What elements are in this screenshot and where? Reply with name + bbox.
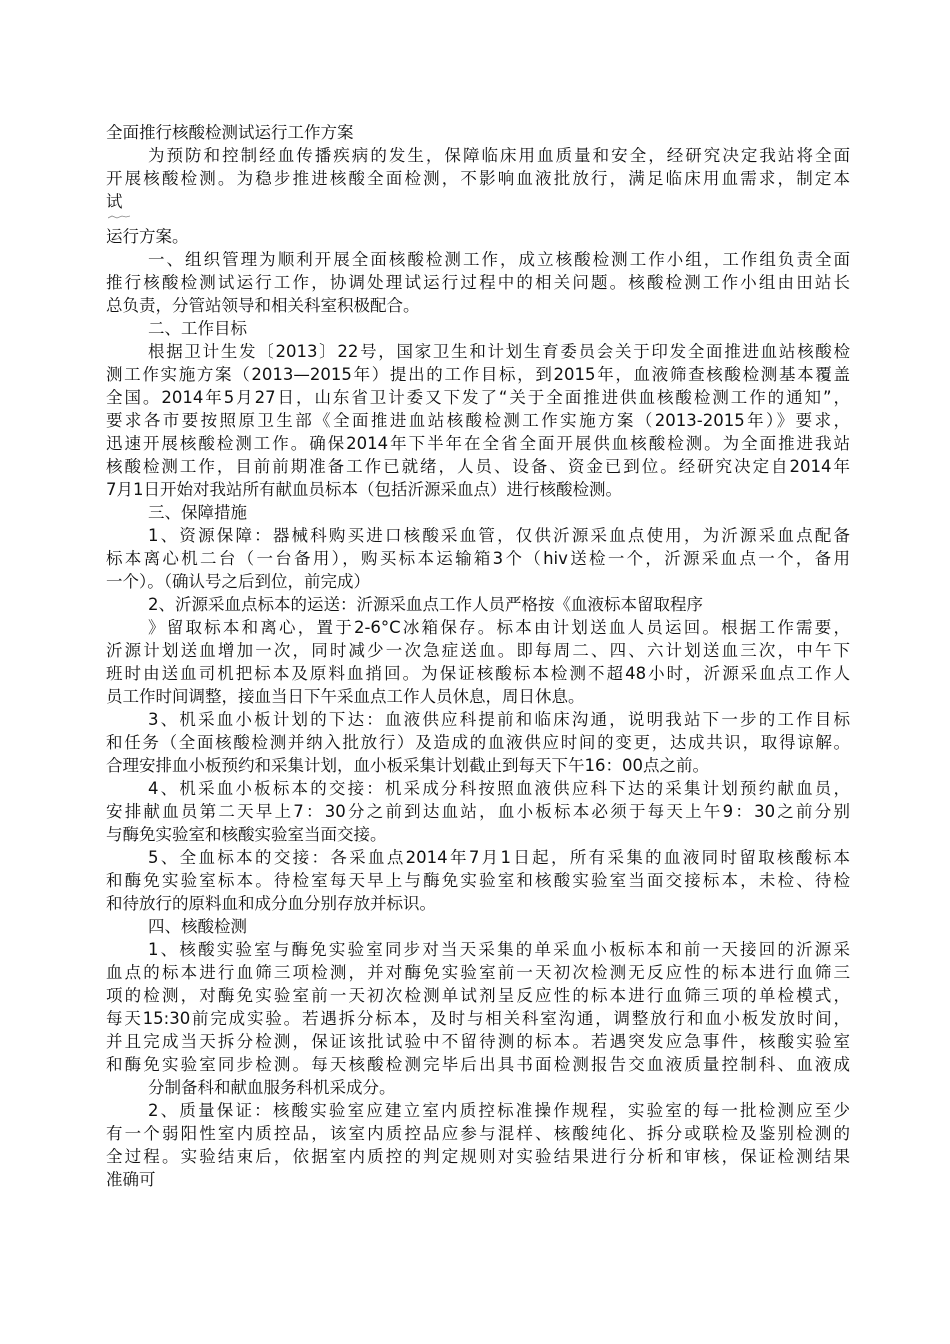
text-line: 1、核酸实验室与酶免实验室同步对当天采集的单采血小板标本和前一天接回的沂源采 bbox=[148, 940, 850, 959]
text-line: 4、机采血小板标本的交接：机采成分科按照血液供应科下达的采集计划预约献血员， bbox=[148, 779, 850, 798]
text-line: 准确可 bbox=[106, 1170, 156, 1189]
text-line: 测工作实施方案（2013—2015年）提出的工作目标，到2015年，血液筛查核酸检测基本覆盖 bbox=[106, 365, 850, 384]
text-line: 员工作时间调整，接血当日下午采血点工作人员休息，周日休息。 bbox=[106, 687, 585, 706]
text-line: 有一个弱阳性室内质控品，该室内质控品应参与混样、核酸纯化、拆分或联检及鉴别检测的 bbox=[106, 1124, 850, 1143]
section-heading-1: 一、组织管理为顺利开展全面核酸检测工作，成立核酸检测工作小组，工作组负责全面 bbox=[148, 250, 850, 269]
text-line: 和酶免实验室标本。待检室每天早上与酶免实验室和核酸实验室当面交接标本，未检、待检 bbox=[106, 871, 850, 890]
text-line: 要求各市要按照原卫生部《全面推进血站核酸检测工作实施方案（2013-2015年）》要求， bbox=[106, 411, 850, 430]
text-line: 血点的标本进行血筛三项检测，并对酶免实验室前一天初次检测无反应性的标本进行血筛三 bbox=[106, 963, 850, 982]
text-line: 班时由送血司机把标本及原料血捎回。为保证核酸标本检测不超48小时，沂源采血点工作人 bbox=[106, 664, 850, 683]
text-line: 3、机采血小板计划的下达：血液供应科提前和临床沟通，说明我站下一步的工作目标 bbox=[148, 710, 850, 729]
text-line: 并且完成当天拆分检测，保证该批试验中不留待测的标本。若遇突发应急事件，核酸实验室 bbox=[106, 1032, 850, 1051]
text-line: 合理安排血小板预约和采集计划，血小板采集计划截止到每天下午16：00点之前。 bbox=[106, 756, 709, 775]
text-line: 试 bbox=[106, 192, 123, 211]
text-line: 迅速开展核酸检测工作。确保2014年下半年在全省全面开展供血核酸检测。为全面推进我站 bbox=[106, 434, 850, 453]
text-line: 2、沂源采血点标本的运送：沂源采血点工作人员严格按《血液标本留取程序 bbox=[148, 595, 703, 614]
text-line: 安排献血员第二天早上7：30分之前到达血站，血小板标本必须于每天上午9：30之前分别 bbox=[106, 802, 850, 821]
section-heading-4: 四、核酸检测 bbox=[148, 917, 247, 936]
text-line: 2、质量保证：核酸实验室应建立室内质控标准操作规程，实验室的每一批检测应至少 bbox=[148, 1101, 850, 1120]
text-line: 运行方案。 bbox=[106, 227, 189, 246]
text-line: 》留取标本和离心，置于2-6°C冰箱保存。标本由计划送血人员运回。根据工作需要， bbox=[148, 618, 850, 637]
text-line: 和任务（全面核酸检测并纳入批放行）及造成的血液供应时间的变更，达成共识，取得谅解。 bbox=[106, 733, 850, 752]
text-line: 1、资源保障：器械科购买进口核酸采血管，仅供沂源采血点使用，为沂源采血点配备 bbox=[148, 526, 850, 545]
text-line: 核酸检测工作，目前前期准备工作已就绪，人员、设备、资金已到位。经研究决定自2014年 bbox=[106, 457, 850, 476]
text-line: 全国。2014年5月27日，山东省卫计委又下发了“关于全面推进供血核酸检测工作的通知”， bbox=[106, 388, 850, 407]
text-line: 每天15:30前完成实验。若遇拆分标本，及时与相关科室沟通，调整放行和血小板发放时间， bbox=[106, 1009, 850, 1028]
text-line: 分制备科和献血服务科机采成分。 bbox=[148, 1078, 396, 1097]
text-line: 开展核酸检测。为稳步推进核酸全面检测，不影响血液批放行，满足临床用血需求，制定本 bbox=[106, 169, 850, 188]
text-line: 与酶免实验室和核酸实验室当面交接。 bbox=[106, 825, 387, 844]
section-heading-3: 三、保障措施 bbox=[148, 503, 247, 522]
text-line: 和待放行的原料血和成分血分别存放并标识。 bbox=[106, 894, 436, 913]
section-heading-2: 二、工作目标 bbox=[148, 319, 247, 338]
text-line: 全过程。实验结束后，依据室内质控的判定规则对实验结果进行分析和审核，保证检测结果 bbox=[106, 1147, 850, 1166]
text-line: 一个）。（确认号之后到位，前完成） bbox=[106, 572, 370, 591]
text-line: 推行核酸检测试运行工作，协调处理试运行过程中的相关问题。核酸检测工作小组由田站长 bbox=[106, 273, 850, 292]
text-line: 和酶免实验室同步检测。每天核酸检测完毕后出具书面检测报告交血液质量控制科、血液成 bbox=[106, 1055, 850, 1074]
text-line: 沂源计划送血增加一次，同时减少一次急症送血。即每周二、四、六计划送血三次，中午下 bbox=[106, 641, 850, 660]
text-line: 为预防和控制经血传播疾病的发生，保障临床用血质量和安全，经研究决定我站将全面 bbox=[148, 146, 850, 165]
scan-mark-icon bbox=[108, 215, 130, 219]
text-line: 根据卫计生发〔2013〕22号，国家卫生和计划生育委员会关于印发全面推进血站核酸检 bbox=[148, 342, 850, 361]
text-line: 项的检测，对酶免实验室前一天初次检测单试剂呈反应性的标本进行血筛三项的单检模式， bbox=[106, 986, 850, 1005]
text-line: 标本离心机二台（一台备用），购买标本运输箱3个（hiv送检一个，沂源采血点一个，备用 bbox=[106, 549, 850, 568]
text-line: 7月1日开始对我站所有献血员标本（包括沂源采血点）进行核酸检测。 bbox=[106, 480, 622, 499]
document-title: 全面推行核酸检测试运行工作方案 bbox=[106, 123, 354, 142]
text-line: 5、全血标本的交接：各采血点2014年7月1日起，所有采集的血液同时留取核酸标本 bbox=[148, 848, 850, 867]
text-line: 总负责，分管站领导和相关科室积极配合。 bbox=[106, 296, 420, 315]
